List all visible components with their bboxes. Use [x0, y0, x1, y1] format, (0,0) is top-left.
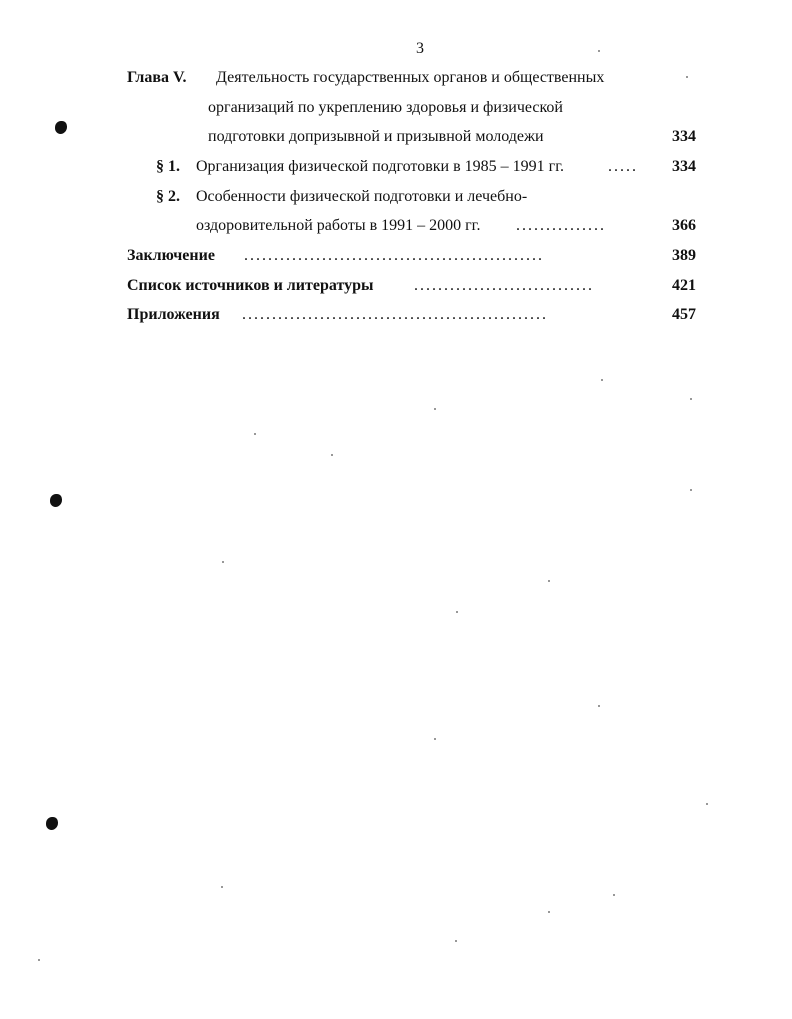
scan-speck: [548, 911, 550, 913]
sources-title: Список источников и литературы: [127, 277, 374, 294]
chapter-page-number: 334: [672, 128, 696, 145]
chapter-title-line-2: организаций по укреплению здоровья и физической: [208, 99, 563, 116]
scan-speck: [38, 959, 40, 961]
scan-speck: [331, 454, 333, 456]
scan-speck: [613, 894, 615, 896]
scan-speck: [434, 408, 436, 410]
conclusion-title: Заключение: [127, 247, 215, 264]
chapter-title-line-3: подготовки допризывной и призывной молодежи: [208, 128, 544, 145]
scan-speck: [598, 50, 600, 52]
page-number: 3: [416, 40, 424, 57]
scan-speck: [601, 379, 603, 381]
section-2-title-line-1: Особенности физической подготовки и лечебно-: [196, 188, 528, 205]
section-2-page-number: 366: [672, 217, 696, 234]
conclusion-leader-dots: ..................................................: [244, 247, 544, 264]
sources-leader-dots: ..............................: [414, 277, 594, 294]
scan-speck: [598, 705, 600, 707]
scan-speck: [690, 398, 692, 400]
chapter-label: Глава V.: [127, 69, 187, 86]
section-2-label: § 2.: [156, 188, 180, 205]
punch-hole-mark: [46, 817, 58, 830]
scan-speck: [221, 886, 223, 888]
scan-speck: [548, 580, 550, 582]
scan-speck: [456, 611, 458, 613]
scan-speck: [690, 489, 692, 491]
section-2-leader-dots: ...............: [516, 217, 606, 234]
scan-speck: [686, 76, 688, 78]
table-of-contents: [0, 0, 792, 400]
section-1-title: Организация физической подготовки в 1985 – 1991 гг.: [196, 158, 564, 175]
punch-hole-mark: [50, 494, 62, 507]
section-1-leader-dots: .....: [608, 158, 638, 175]
section-1-page-number: 334: [672, 158, 696, 175]
conclusion-page-number: 389: [672, 247, 696, 264]
scan-speck: [706, 803, 708, 805]
appendices-leader-dots: ...................................................: [242, 306, 548, 323]
sources-page-number: 421: [672, 277, 696, 294]
scan-speck: [254, 433, 256, 435]
scan-speck: [222, 561, 224, 563]
chapter-title-line-1: Деятельность государственных органов и общественных: [216, 69, 605, 86]
section-1-label: § 1.: [156, 158, 180, 175]
scan-speck: [455, 940, 457, 942]
section-2-title-line-2: оздоровительной работы в 1991 – 2000 гг.: [196, 217, 481, 234]
appendices-page-number: 457: [672, 306, 696, 323]
scan-speck: [434, 738, 436, 740]
appendices-title: Приложения: [127, 306, 220, 323]
